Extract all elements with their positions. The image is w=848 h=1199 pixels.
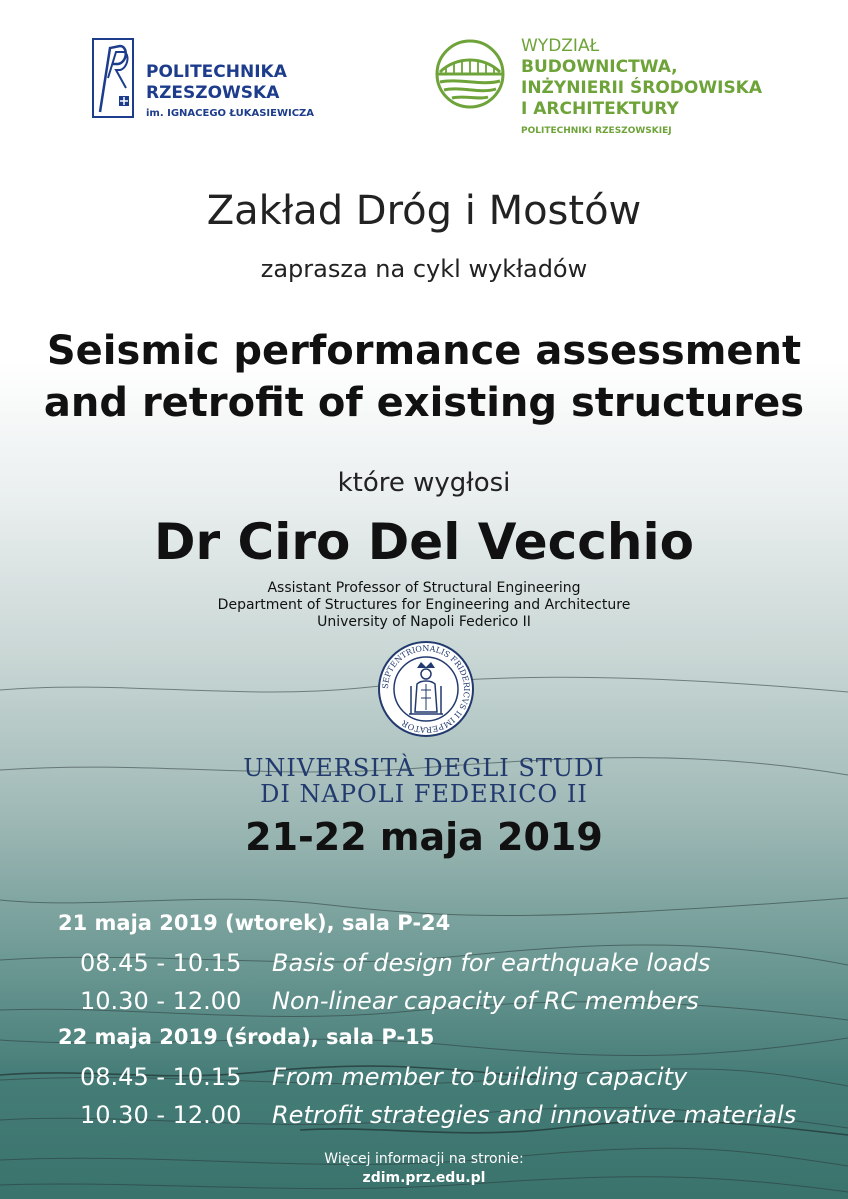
speaker-name: Dr Ciro Del Vecchio [153,513,694,571]
schedule-day-2: 22 maja 2019 (środa), sala P-15 [58,1025,435,1049]
speaker-position: Assistant Professor of Structural Engineering [267,580,581,596]
university-wordmark-line1: UNIVERSITÀ DEGLI STUDI [243,754,605,782]
session-time: 08.45 - 10.15 [80,1063,242,1091]
university-wordmark-line2: DI NAPOLI FEDERICO II [260,780,588,808]
session-row [80,1058,796,1096]
faculty-line2: BUDOWNICTWA, [521,57,678,77]
schedule-day-1: 21 maja 2019 (wtorek), sala P-24 [58,911,451,935]
lecture-title [0,325,848,429]
speaker-affiliation [0,580,848,631]
politechnika-rzeszowska-name [146,62,287,104]
politechnika-rzeszowska-logo-icon [92,38,134,118]
faculty-subtitle: POLITECHNIKI RZESZOWSKIEJ [521,126,672,136]
faculty-line4: I ARCHITEKTURY [521,99,679,119]
session-topic: Non-linear capacity of RC members [272,987,699,1015]
schedule [58,906,796,1134]
speaker-lead: które wygłosi [337,468,511,498]
speaker-university: University of Napoli Federico II [317,614,531,630]
speaker-department: Department of Structures for Engineering and Architecture [217,597,631,613]
lecture-title-line2: and retrofit of existing structures [43,380,805,426]
website-link[interactable]: zdim.prz.edu.pl [362,1170,486,1186]
session-time: 08.45 - 10.15 [80,949,242,977]
pr-name-line1: POLITECHNIKA [146,62,287,82]
faculty-name [521,36,762,120]
session-row [80,982,796,1020]
invites-text: zaprasza na cykl wykładów [260,255,588,283]
session-topic: From member to building capacity [272,1063,688,1091]
event-date: 21-22 maja 2019 [245,815,603,859]
faculty-line1: WYDZIAŁ [521,36,600,56]
university-wordmark [0,755,848,807]
session-time: 10.30 - 12.00 [80,987,242,1015]
faculty-line3: INŻYNIERII ŚRODOWISKA [521,78,763,98]
session-row [80,1096,796,1134]
university-seal-icon [377,640,475,738]
seal-text: SEPTENTRIONALIS FRIDERICVS II IMPERATOR [380,643,472,735]
session-row [80,944,796,982]
session-topic: Basis of design for earthquake loads [272,949,711,977]
more-info-label: Więcej informacji na stronie: [324,1151,524,1167]
lecture-title-line1: Seismic performance assessment [46,328,802,374]
department-heading: Zakład Dróg i Mostów [206,188,642,234]
pr-name-line2: RZESZOWSKA [146,83,280,103]
faculty-bridge-logo-icon [428,38,512,110]
session-time: 10.30 - 12.00 [80,1101,242,1129]
session-topic: Retrofit strategies and innovative materials [272,1101,797,1129]
pr-subtitle: im. IGNACEGO ŁUKASIEWICZA [146,108,315,119]
